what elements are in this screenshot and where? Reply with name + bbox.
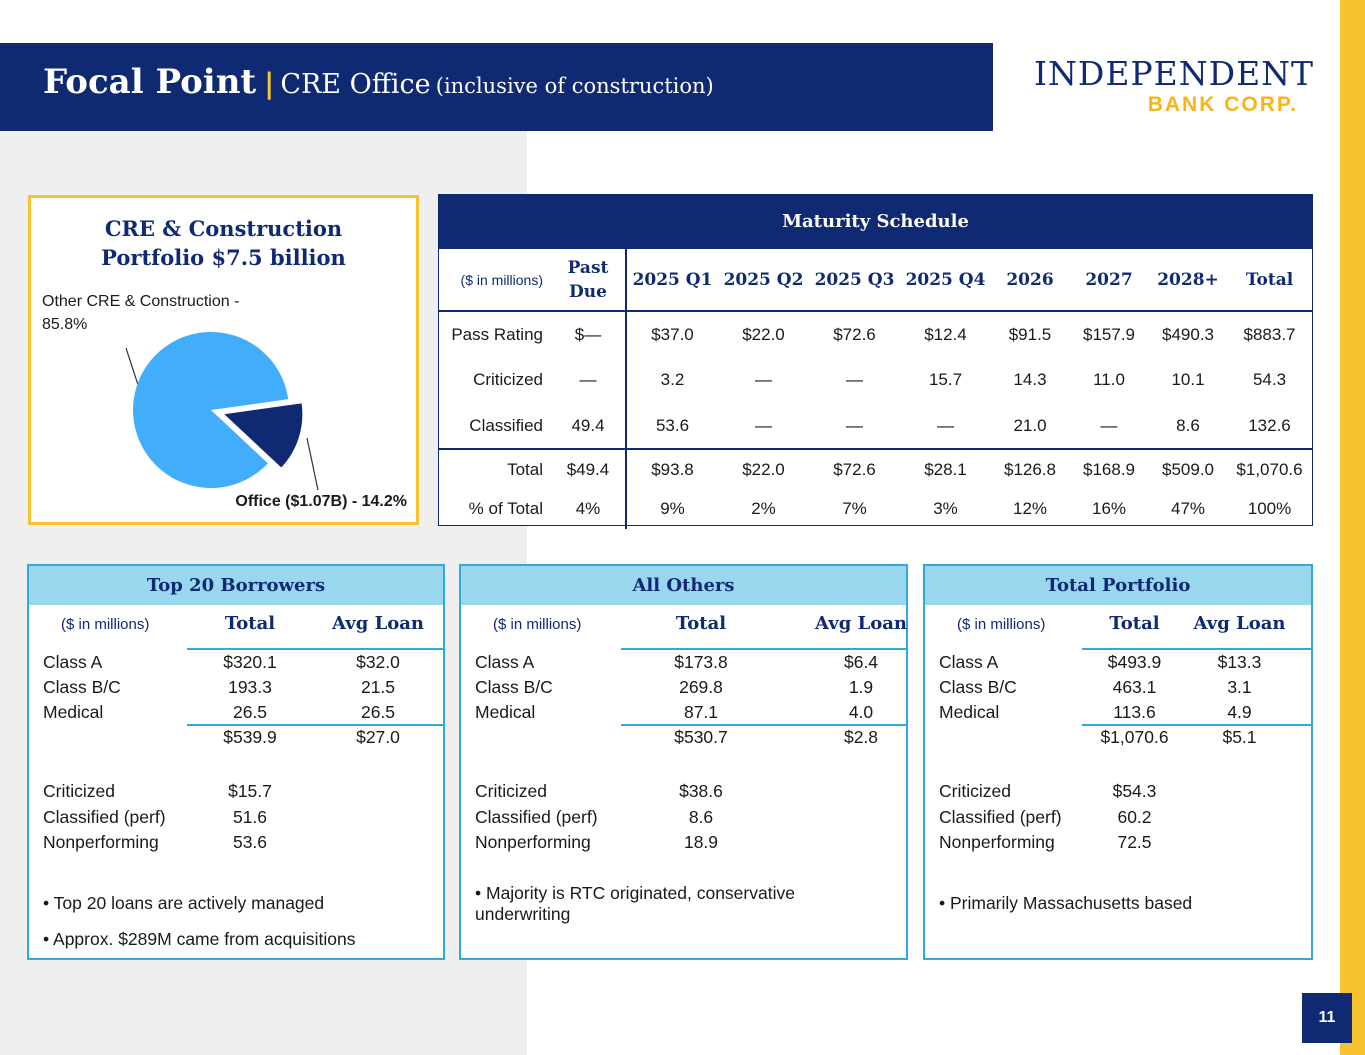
- bullet-item: • Top 20 loans are actively managed: [43, 893, 325, 913]
- cell-value: 21.0: [1013, 415, 1047, 435]
- maturity-title: Maturity Schedule: [439, 195, 1312, 249]
- cell-value: 100%: [1247, 499, 1292, 518]
- class-avg: 4.0: [848, 702, 874, 722]
- quality-value: $38.6: [679, 781, 723, 801]
- cell-value: $22.0: [742, 324, 785, 344]
- box-title: All Others: [461, 566, 906, 605]
- col-header: Total: [1227, 249, 1312, 311]
- class-total: $493.9: [1107, 652, 1162, 672]
- maturity-row: [439, 489, 1312, 529]
- box-total-portfolio: [923, 564, 1313, 960]
- company-logo: [1034, 54, 1315, 118]
- maturity-header-row: [439, 249, 1312, 311]
- row-label: Classified: [469, 415, 543, 435]
- cell-value: —: [846, 370, 863, 389]
- class-label: Class B/C: [475, 677, 553, 697]
- maturity-unit: ($ in millions): [439, 249, 551, 311]
- maturity-grid: [439, 249, 1312, 529]
- cell-value: 54.3: [1252, 370, 1287, 389]
- cell-value: 132.6: [1248, 415, 1291, 435]
- sum-avg: $2.8: [843, 727, 879, 747]
- maturity-row: [439, 403, 1312, 449]
- row-label: % of Total: [468, 499, 543, 518]
- cell-value: 9%: [660, 499, 685, 518]
- quality-value: 18.9: [683, 832, 719, 852]
- row-label: Total: [439, 449, 551, 489]
- cell-value: 7%: [842, 499, 867, 518]
- quality-value: 51.6: [232, 807, 268, 827]
- bullet-item: • Majority is RTC originated, conservative underwriting: [475, 883, 795, 924]
- cell-value: 2%: [751, 499, 776, 518]
- right-accent-stripe: [1340, 0, 1365, 1055]
- quality-label: Nonperforming: [43, 832, 159, 852]
- quality-label: Classified (perf): [475, 807, 598, 827]
- cell-value: $126.8: [991, 449, 1069, 489]
- quality-value: $54.3: [1112, 781, 1157, 801]
- class-total: $173.8: [674, 652, 728, 672]
- sum-rule: [621, 724, 908, 726]
- col-header: 2025 Q2: [718, 249, 809, 311]
- box-title: Total Portfolio: [925, 566, 1311, 605]
- maturity-schedule-table: [438, 194, 1313, 526]
- page-title: [43, 62, 714, 102]
- header-rule: [187, 648, 445, 650]
- cell-value: $28.1: [900, 449, 991, 489]
- class-label: Class B/C: [939, 677, 1017, 697]
- cell-value: 49.4: [551, 403, 626, 449]
- logo-bottom-text: BANK CORP.: [1147, 93, 1298, 116]
- cell-value: $1,070.6: [1227, 449, 1312, 489]
- quality-label: Criticized: [475, 781, 547, 801]
- quality-label: Nonperforming: [939, 832, 1055, 852]
- cell-value: —: [846, 415, 863, 435]
- col-total-header: Total: [675, 613, 727, 634]
- page-number: 11: [1302, 993, 1352, 1043]
- title-separator: |: [264, 67, 275, 100]
- cell-value: $—: [551, 311, 626, 357]
- bullet-item: • Primarily Massachusetts based: [939, 893, 1193, 913]
- maturity-row: [439, 311, 1312, 357]
- cell-value: $93.8: [626, 449, 718, 489]
- class-total: 463.1: [1112, 677, 1157, 697]
- cell-value: $168.9: [1069, 449, 1149, 489]
- class-label: Class A: [43, 652, 103, 672]
- cell-value: $22.0: [718, 449, 809, 489]
- cell-value: 16%: [1091, 499, 1127, 518]
- pie-title-line1: CRE & Construction: [104, 216, 343, 241]
- cell-value: —: [755, 370, 772, 389]
- box-unit: ($ in millions): [957, 616, 1046, 633]
- class-label: Class B/C: [43, 677, 121, 697]
- col-total-header: Total: [224, 613, 276, 634]
- row-label: Pass Rating: [451, 324, 543, 344]
- class-avg: $32.0: [356, 652, 400, 672]
- cell-value: 3.2: [660, 370, 685, 389]
- class-total: 193.3: [228, 677, 272, 697]
- col-header: 2027: [1069, 249, 1149, 311]
- cell-value: $12.4: [924, 324, 967, 344]
- box-unit: ($ in millions): [493, 616, 582, 633]
- box-title: Top 20 Borrowers: [29, 566, 443, 605]
- col-header: 2025 Q3: [809, 249, 900, 311]
- cell-value: —: [937, 415, 954, 435]
- quality-value: 53.6: [232, 832, 268, 852]
- class-avg: $13.3: [1217, 652, 1262, 672]
- quality-value: 8.6: [688, 807, 714, 827]
- cell-value: 11.0: [1093, 370, 1125, 389]
- pie-chart-panel: [28, 195, 419, 525]
- class-label: Class A: [475, 652, 535, 672]
- sum-avg: $27.0: [356, 727, 400, 747]
- cell-value: 53.6: [655, 415, 690, 435]
- sum-total: $539.9: [223, 727, 277, 747]
- quality-label: Criticized: [43, 781, 115, 801]
- cell-value: —: [755, 415, 772, 435]
- cell-value: 15.7: [928, 370, 963, 389]
- col-avg-header: Avg Loan: [1193, 613, 1286, 634]
- class-total: 269.8: [679, 677, 723, 697]
- pie-label-office: Office ($1.07B) - 14.2%: [235, 493, 407, 510]
- col-header: 2025 Q4: [900, 249, 991, 311]
- quality-value: $15.7: [228, 781, 272, 801]
- col-avg-header: Avg Loan: [332, 613, 424, 634]
- class-total: 26.5: [232, 702, 268, 722]
- box-all-others: [459, 564, 908, 960]
- cell-value: —: [1100, 415, 1118, 435]
- maturity-row: [439, 449, 1312, 489]
- class-avg: 21.5: [360, 677, 396, 697]
- pie-label-other: Other CRE & Construction - 85.8%: [42, 293, 240, 333]
- class-avg: 1.9: [848, 677, 874, 697]
- cell-value: $72.6: [809, 449, 900, 489]
- box-top20: [27, 564, 445, 960]
- sum-rule: [1082, 724, 1313, 726]
- class-avg: $6.4: [843, 652, 879, 672]
- pie-title-line2: Portfolio $7.5 billion: [101, 245, 346, 270]
- row-label: Criticized: [473, 370, 543, 389]
- cell-value: $509.0: [1149, 449, 1227, 489]
- cell-value: $49.4: [551, 449, 626, 489]
- quality-value: 72.5: [1117, 832, 1152, 852]
- class-avg: 4.9: [1227, 702, 1252, 722]
- cell-value: $91.5: [1008, 324, 1052, 344]
- col-total-header: Total: [1109, 613, 1160, 634]
- cell-value: 3%: [933, 499, 958, 518]
- class-total: $320.1: [223, 652, 277, 672]
- sum-total: $1,070.6: [1100, 727, 1169, 747]
- sum-avg: $5.1: [1222, 727, 1257, 747]
- quality-label: Classified (perf): [43, 807, 166, 827]
- class-avg: 26.5: [360, 702, 396, 722]
- col-avg-header: Avg Loan: [815, 613, 907, 634]
- quality-label: Classified (perf): [939, 807, 1062, 827]
- cell-value: $37.0: [651, 324, 694, 344]
- cell-value: 10.1: [1171, 370, 1205, 389]
- class-total: 87.1: [683, 702, 719, 722]
- col-header: 2028+: [1149, 249, 1227, 311]
- sum-rule: [187, 724, 445, 726]
- sum-total: $530.7: [674, 727, 728, 747]
- header-rule: [1082, 648, 1313, 650]
- cell-value: 47%: [1170, 499, 1206, 518]
- cell-value: 8.6: [1176, 415, 1200, 435]
- cell-value: 12%: [1012, 499, 1048, 518]
- quality-label: Criticized: [939, 781, 1011, 801]
- quality-value: 60.2: [1117, 807, 1152, 827]
- title-paren: (inclusive of construction): [435, 74, 714, 98]
- class-total: 113.6: [1113, 702, 1156, 722]
- title-sub: CRE Office: [280, 69, 431, 100]
- col-header: Past Due: [551, 249, 626, 311]
- cell-value: $72.6: [833, 324, 876, 344]
- maturity-row: [439, 357, 1312, 403]
- logo-top-text: INDEPENDENT: [1034, 54, 1315, 93]
- bullet-item: • Approx. $289M came from acquisitions: [43, 929, 356, 949]
- class-label: Medical: [43, 702, 104, 722]
- quality-label: Nonperforming: [475, 832, 591, 852]
- cell-value: $157.9: [1083, 324, 1135, 344]
- cell-value: 14.3: [1013, 370, 1047, 389]
- pie-chart: [31, 198, 416, 522]
- col-header: 2025 Q1: [626, 249, 718, 311]
- class-label: Medical: [939, 702, 1000, 722]
- cell-value: $883.7: [1243, 324, 1296, 344]
- leader-line-office: [307, 438, 318, 490]
- class-avg: 3.1: [1227, 677, 1252, 697]
- cell-value: —: [551, 357, 626, 403]
- box-unit: ($ in millions): [61, 616, 150, 633]
- cell-value: $490.3: [1162, 324, 1214, 344]
- header-rule: [621, 648, 908, 650]
- col-header: 2026: [991, 249, 1069, 311]
- class-label: Class A: [939, 652, 999, 672]
- cell-value: 4%: [551, 489, 626, 529]
- class-label: Medical: [475, 702, 536, 722]
- title-main: Focal Point: [43, 62, 257, 102]
